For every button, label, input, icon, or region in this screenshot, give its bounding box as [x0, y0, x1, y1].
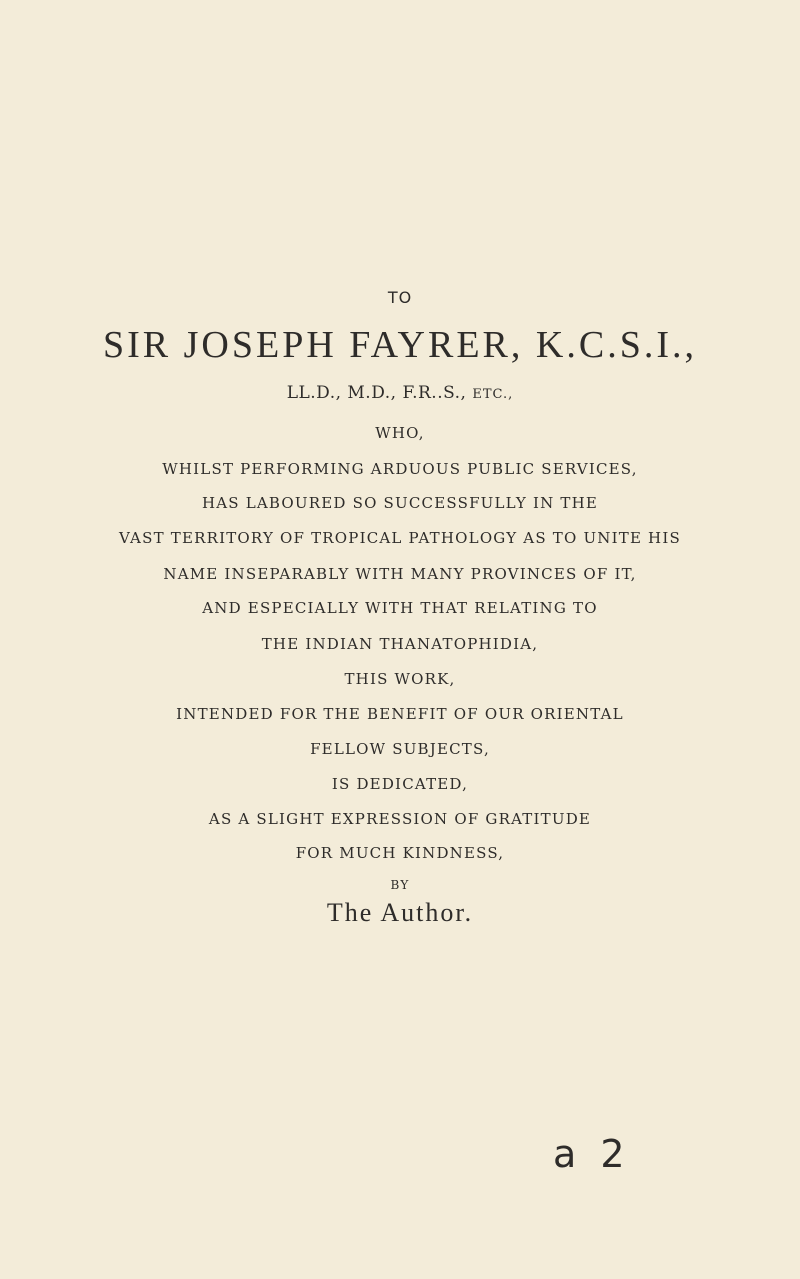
dedication-line: WHO, — [375, 424, 425, 442]
author-signature — [0, 900, 800, 926]
dedication-to: TO — [387, 288, 413, 307]
dedication-line: THE INDIAN THANATOPHIDIA, — [261, 635, 539, 653]
dedication-line: WHILST PERFORMING ARDUOUS PUBLIC SERVICES, — [162, 460, 638, 478]
signature-mark: a 2 — [553, 1132, 631, 1176]
dedication-line: IS DEDICATED, — [331, 775, 469, 793]
dedication-line: NAME INSEPARABLY WITH MANY PROVINCES OF IT, — [163, 565, 637, 583]
dedication-line: BY — [390, 878, 410, 892]
dedication-line: FELLOW SUBJECTS, — [310, 740, 490, 758]
dedication-line: HAS LABOURED SO SUCCESSFULLY IN THE — [201, 494, 599, 512]
dedicatee-qualifications — [0, 385, 800, 402]
dedication-line: INTENDED FOR THE BENEFIT OF OUR ORIENTAL — [176, 705, 624, 723]
dedication-line: AND ESPECIALLY WITH THAT RELATING TO — [202, 599, 598, 617]
author-name: Author. — [380, 898, 474, 927]
dedication-line: THIS WORK, — [344, 670, 456, 688]
dedication-line: VAST TERRITORY OF TROPICAL PATHOLOGY AS TO UNITE HIS — [119, 529, 681, 547]
dedication-line: FOR MUCH KINDNESS, — [295, 844, 505, 862]
dedication-line: AS A SLIGHT EXPRESSION OF GRATITUDE — [208, 810, 592, 828]
qualifications-text: LL.D., M.D., F.R..S., — [286, 383, 467, 403]
author-the: The — [326, 898, 374, 927]
qualifications-etc: ETC., — [472, 387, 514, 402]
dedicatee-name: SIR JOSEPH FAYRER, K.C.S.I., — [103, 324, 697, 366]
